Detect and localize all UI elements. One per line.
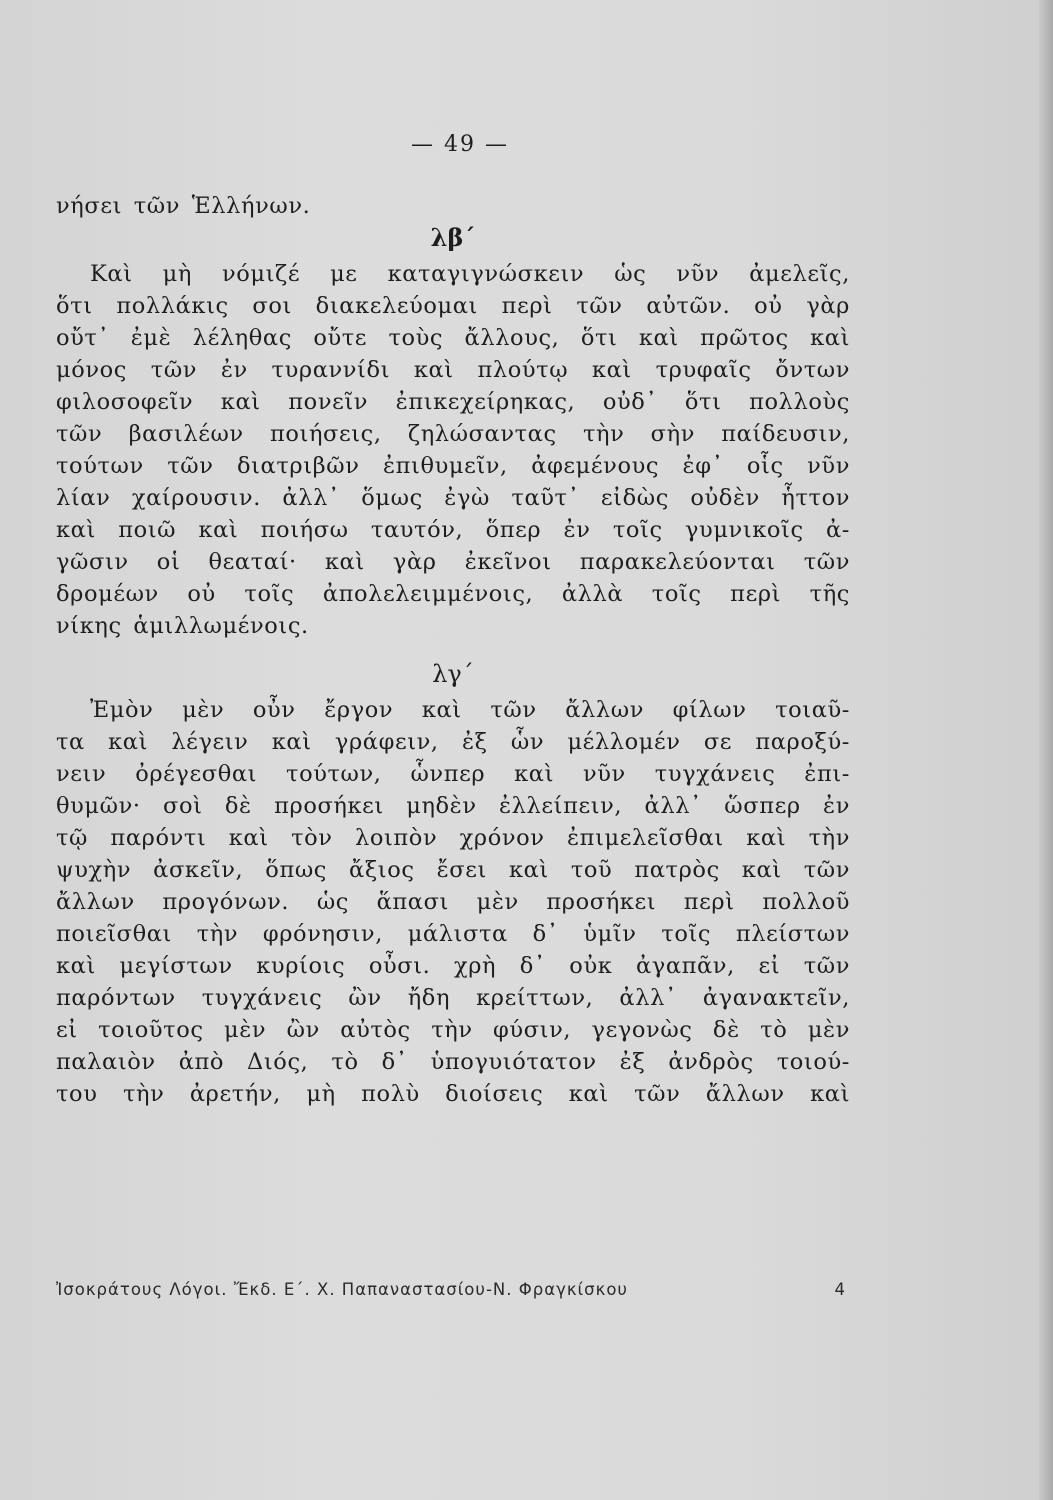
text-line: ἄλλων προγόνων. ὡς ἅπασι μὲν προσήκει περὶ πολλοῦ <box>56 889 850 915</box>
text-line: θυμῶν· σοὶ δὲ προσήκει μηδὲν ἐλλείπειν, ἀλλ᾽ ὥσπερ ἐν <box>56 793 850 819</box>
text-line: καὶ ποιῶ καὶ ποιήσω ταυτόν, ὅπερ ἐν τοῖς γυμνικοῖς ἀ- <box>56 517 850 543</box>
text-line: νειν ὀρέγεσθαι τούτων, ὧνπερ καὶ νῦν τυγχάνεις ἐπι- <box>56 761 850 787</box>
footer-imprint: Ἰσοκράτους Λόγοι. Ἔκδ. Ε΄. Χ. Παπαναστασίου-Ν. Φραγκίσκου <box>56 1280 628 1299</box>
text-line: νίκης ἁμιλλωμένοις. <box>56 613 309 639</box>
text-line: τα καὶ λέγειν καὶ γράφειν, ἐξ ὧν μέλλομέν σε παροξύ- <box>56 729 850 755</box>
text-line: του τὴν ἀρετήν, μὴ πολὺ διοίσεις καὶ τῶν ἄλλων καὶ <box>56 1081 850 1107</box>
text-line: γῶσιν οἱ θεαταί· καὶ γὰρ ἐκεῖνοι παρακελεύονται τῶν <box>56 549 850 575</box>
page-edge-shadow <box>1039 0 1053 1500</box>
section-heading: λγ΄ <box>432 660 474 688</box>
text-line: δρομέων οὐ τοῖς ἀπολελειμμένοις, ἀλλὰ τοῖς περὶ τῆς <box>56 581 850 607</box>
text-line: τούτων τῶν διατριβῶν ἐπιθυμεῖν, ἀφεμένους ἐφ᾽ οἷς νῦν <box>56 453 850 479</box>
text-line: καὶ μεγίστων κυρίοις οὖσι. χρὴ δ᾽ οὐκ ἀγαπᾶν, εἰ τῶν <box>56 953 850 979</box>
signature-mark: 4 <box>834 1280 846 1299</box>
text-line: ψυχὴν ἀσκεῖν, ὅπως ἄξιος ἔσει καὶ τοῦ πατρὸς καὶ τῶν <box>56 857 850 883</box>
text-line: ὅτι πολλάκις σοι διακελεύομαι περὶ τῶν αὐτῶν. οὐ γὰρ <box>56 293 850 319</box>
text-line: Ἐμὸν μὲν οὖν ἔργον καὶ τῶν ἄλλων φίλων τοιαῦ- <box>90 697 850 723</box>
section-heading: λβ΄ <box>430 223 476 252</box>
text-line: παλαιὸν ἀπὸ Διός, τὸ δ᾽ ὑπογυιότατον ἐξ ἀνδρὸς τοιού- <box>56 1049 850 1075</box>
text-line: Καὶ μὴ νόμιζέ με καταγιγνώσκειν ὡς νῦν ἀμελεῖς, <box>90 261 850 287</box>
page-footer <box>56 1280 846 1299</box>
text-line: ποιεῖσθαι τὴν φρόνησιν, μάλιστα δ᾽ ὑμῖν τοῖς πλείστων <box>56 921 850 947</box>
text-line: εἰ τοιοῦτος μὲν ὢν αὐτὸς τὴν φύσιν, γεγονὼς δὲ τὸ μὲν <box>56 1017 850 1043</box>
page-number: — 49 — <box>411 132 509 157</box>
section-body <box>56 694 850 1110</box>
text-line: τῷ παρόντι καὶ τὸν λοιπὸν χρόνον ἐπιμελεῖσθαι καὶ τὴν <box>56 825 850 851</box>
text-line: φιλοσοφεῖν καὶ πονεῖν ἐπικεχείρηκας, οὐδ᾽ ὅτι πολλοὺς <box>56 389 850 415</box>
section-body <box>56 258 850 642</box>
text-line: λίαν χαίρουσιν. ἀλλ᾽ ὅμως ἐγὼ ταῦτ᾽ εἰδὼς οὐδὲν ἧττον <box>56 485 850 511</box>
text-line: τῶν βασιλέων ποιήσεις, ζηλώσαντας τὴν σὴν παίδευσιν, <box>56 421 850 447</box>
page-text <box>56 190 850 1110</box>
text-line: οὔτ᾽ ἐμὲ λέληθας οὔτε τοὺς ἄλλους, ὅτι καὶ πρῶτος καὶ <box>56 325 850 351</box>
text-line: παρόντων τυγχάνεις ὢν ἤδη κρείττων, ἀλλ᾽ ἀγανακτεῖν, <box>56 985 850 1011</box>
opening-line: νήσει τῶν Ἑλλήνων. <box>56 193 311 219</box>
text-line: μόνος τῶν ἐν τυραννίδι καὶ πλούτῳ καὶ τρυφαῖς ὄντων <box>56 357 850 383</box>
